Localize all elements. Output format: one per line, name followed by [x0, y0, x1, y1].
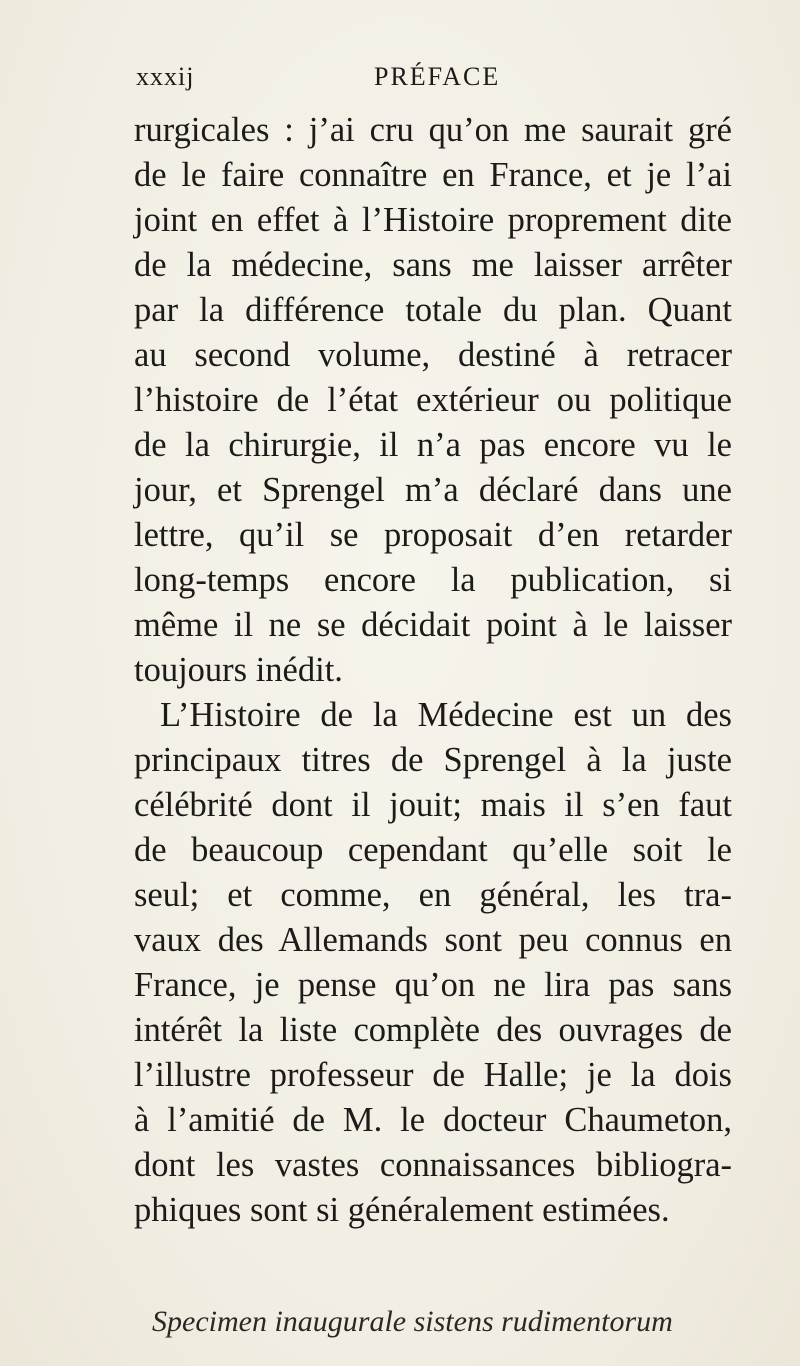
text-line: de la médecine, sans me laisser arrêter	[134, 246, 732, 284]
text-line: de le faire connaître en France, et je l’ai	[134, 156, 732, 194]
text-line: intérêt la liste complète des ouvrages de	[134, 1011, 732, 1049]
text-line: célébrité dont il jouit; mais il s’en faut	[134, 786, 732, 824]
paragraph-start-line: L’Histoire de la Médecine est un des	[160, 696, 732, 734]
text-line: à l’amitié de M. le docteur Chaumeton,	[134, 1101, 732, 1139]
text-line: jour, et Sprengel m’a déclaré dans une	[134, 471, 732, 509]
paragraph-end-line: toujours inédit.	[134, 651, 343, 689]
running-head: PRÉFACE	[374, 62, 501, 91]
text-line: même il ne se décidait point à le laisser	[134, 606, 732, 644]
text-line: au second volume, destiné à retracer	[134, 336, 732, 374]
text-line: lettre, qu’il se proposait d’en retarder	[134, 516, 732, 554]
italic-title-line: Specimen inaugurale sistens rudimentorum	[152, 1305, 673, 1338]
body-text	[134, 108, 732, 1233]
page-number: xxxij	[136, 62, 195, 91]
text-line: l’illustre professeur de Halle; je la dois	[134, 1056, 732, 1094]
text-line: de beaucoup cependant qu’elle soit le	[134, 831, 732, 869]
text-line: de la chirurgie, il n’a pas encore vu le	[134, 426, 732, 464]
text-line: principaux titres de Sprengel à la juste	[134, 741, 732, 779]
text-line: rurgicales : j’ai cru qu’on me saurait gré	[134, 111, 732, 149]
text-line: dont les vastes connaissances bibliogra-	[134, 1146, 732, 1184]
page-header	[136, 62, 696, 98]
text-line: joint en effet à l’Histoire proprement dite	[134, 201, 732, 239]
text-line: vaux des Allemands sont peu connus en	[134, 921, 732, 959]
text-line: France, je pense qu’on ne lira pas sans	[134, 966, 732, 1004]
text-line: long-temps encore la publication, si	[134, 561, 732, 599]
text-line: l’histoire de l’état extérieur ou politique	[134, 381, 732, 419]
paragraph-end-line: phiques sont si généralement estimées.	[134, 1191, 670, 1229]
text-line: seul; et comme, en général, les tra-	[134, 876, 732, 914]
text-line: par la différence totale du plan. Quant	[134, 291, 732, 329]
